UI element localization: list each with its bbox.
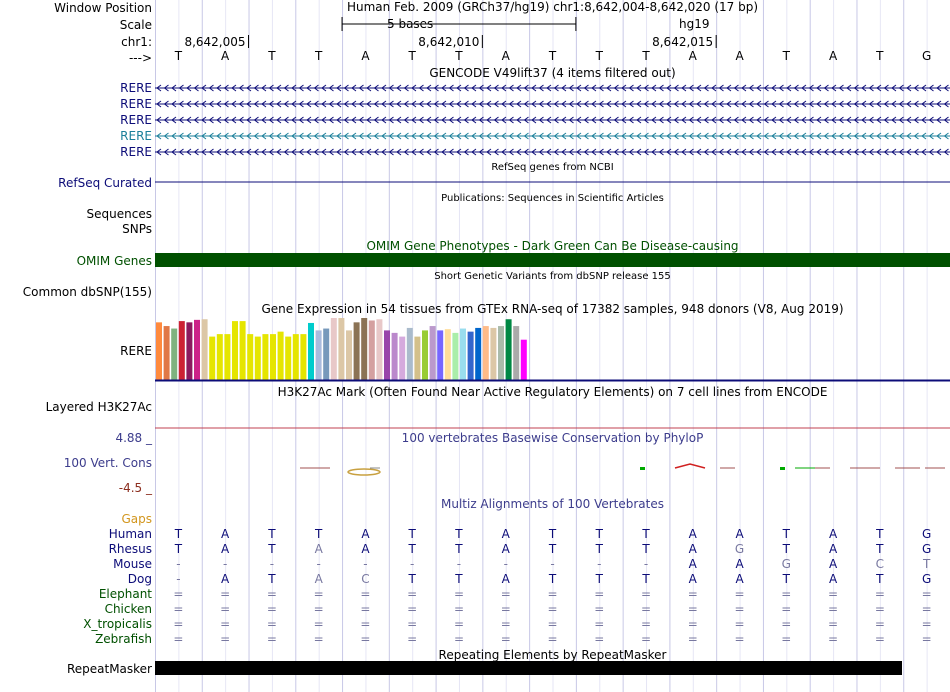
alignment-base: = [173,617,184,631]
alignment-base: = [360,632,371,646]
alignment-base: = [407,617,418,631]
strand-label: ---> [128,51,152,65]
alignment-base: = [734,602,745,616]
alignment-base: A [361,527,370,541]
alignment-base: A [501,542,510,556]
alignment-base: = [781,602,792,616]
alignment-base: - [503,557,508,571]
alignment-base: A [221,572,230,586]
alignment-base: A [314,572,323,586]
alignment-base: T [642,542,650,556]
alignment-base: = [173,602,184,616]
phylop-ymin-label: -4.5 _ [118,481,152,495]
alignment-base: = [828,602,839,616]
alignment-base: G [734,542,745,556]
alignment-base: T [408,527,416,541]
alignment-base: = [220,587,231,601]
alignment-base: T [548,542,557,556]
alignment-base: A [221,527,230,541]
repeatmasker-track-label[interactable]: RepeatMasker [66,662,152,676]
alignment-base: = [687,632,698,646]
alignment-base: A [735,527,744,541]
alignment-base: T [408,572,416,586]
gtex-track-label[interactable]: RERE [120,344,152,358]
alignment-base: = [781,617,792,631]
alignment-base: = [874,602,885,616]
assembly-label: hg19 [679,17,710,31]
coordinate-label: 8,642,010 [418,35,480,49]
alignment-base: = [921,602,932,616]
alignment-base: = [874,617,885,631]
alignment-base: = [266,602,277,616]
alignment-base: = [687,602,698,616]
alignment-base: = [220,617,231,631]
omim-track-label[interactable]: OMIM Genes [76,254,152,268]
alignment-base: - [363,557,368,571]
reference-base: T [548,49,557,63]
alignment-base: A [735,572,744,586]
publications-track-title: Publications: Sequences in Scientific Articles [441,193,664,204]
alignment-base: = [874,587,885,601]
alignment-base: T [595,572,603,586]
publications-track-label: Sequences [86,207,152,221]
alignment-base: - [176,572,181,586]
alignment-base: T [782,572,790,586]
alignment-base: T [315,527,323,541]
alignment-base: - [550,557,555,571]
coordinate-label: 8,642,015 [652,35,714,49]
alignment-base: T [876,542,884,556]
alignment-base: C [361,572,370,586]
gencode-item-label[interactable]: RERE [120,97,152,111]
alignment-base: = [313,602,324,616]
alignment-base: T [642,527,650,541]
alignment-base: = [500,602,511,616]
alignment-base: = [407,587,418,601]
alignment-base: = [313,587,324,601]
reference-base: T [782,49,790,63]
alignment-base: = [594,602,605,616]
alignment-base: = [453,617,464,631]
gencode-item-label[interactable]: RERE [120,145,152,159]
species-label-x_tropicalis[interactable]: X_tropicalis [83,617,152,631]
alignment-base: A [314,542,323,556]
h3k27ac-track-title: H3K27Ac Mark (Often Found Near Active Regulatory Elements) on 7 cell lines from ENCODE [277,385,828,399]
alignment-base: A [688,542,697,556]
alignment-base: = [874,632,885,646]
alignment-base: A [828,542,838,556]
alignment-base: T [782,542,790,556]
alignment-base: = [360,602,371,616]
alignment-base: = [500,632,511,646]
alignment-base: T [876,527,884,541]
alignment-base: = [781,587,792,601]
reference-base: T [642,49,650,63]
alignment-base: = [407,632,418,646]
species-label-chicken[interactable]: Chicken [104,602,152,616]
alignment-base: = [594,587,605,601]
alignment-base: A [828,527,838,541]
alignment-base: T [876,572,884,586]
refseq-track-title: RefSeq genes from NCBI [491,162,614,173]
alignment-base: - [643,557,649,571]
reference-base: T [315,49,323,63]
alignment-base: T [642,572,650,586]
alignment-base: = [173,587,184,601]
phylop-ymax-label: 4.88 _ [115,431,152,445]
repeatmasker-track-title: Repeating Elements by RepeatMasker [438,648,667,662]
alignment-base: = [921,617,932,631]
h3k27ac-track-label[interactable]: Layered H3K27Ac [45,400,152,414]
alignment-base: G [921,527,932,541]
alignment-base: T [174,542,183,556]
species-label-dog[interactable]: Dog [127,572,152,586]
alignment-base: - [410,557,415,571]
alignment-base: T [455,527,463,541]
alignment-base: A [828,557,838,571]
alignment-base: C [875,557,885,571]
alignment-base: A [501,572,510,586]
alignment-base: = [640,632,652,646]
alignment-base: = [220,632,231,646]
alignment-base: T [455,542,463,556]
alignment-base: T [455,572,463,586]
alignment-base: = [640,587,652,601]
scale-text: 5 bases [387,17,434,31]
alignment-base: = [266,632,277,646]
reference-base: A [361,49,370,63]
alignment-base: - [222,557,228,571]
alignment-base: T [595,542,603,556]
alignment-base: T [174,527,183,541]
alignment-base: = [547,587,558,601]
alignment-base: A [688,572,697,586]
phylop-track-label[interactable]: 100 Vert. Cons [63,456,152,470]
alignment-base: T [548,527,557,541]
snps-track-label: SNPs [122,222,152,236]
gencode-item-label[interactable]: RERE [120,129,152,143]
dbsnp-track-label: Common dbSNP(155) [22,285,152,299]
alignment-base: = [594,632,605,646]
reference-base: T [268,49,276,63]
alignment-base: - [456,557,462,571]
alignment-base: = [687,617,698,631]
window-position-label: Window Position [54,1,152,15]
alignment-base: A [828,572,838,586]
omim-track-title: OMIM Gene Phenotypes - Dark Green Can Be Disease-causing [366,239,739,253]
alignment-base: T [922,557,931,571]
alignment-base: = [828,617,839,631]
alignment-base: T [548,572,557,586]
alignment-base: = [407,602,418,616]
gencode-item-label[interactable]: RERE [120,81,152,95]
alignment-base: = [266,617,277,631]
reference-base: G [921,49,932,63]
alignment-base: = [594,617,605,631]
alignment-base: = [313,617,324,631]
reference-base: A [501,49,510,63]
alignment-base: = [828,632,839,646]
reference-base: A [221,49,230,63]
reference-base: A [828,49,838,63]
alignment-base: = [640,602,652,616]
scale-label: Scale [119,18,152,32]
reference-base: T [174,49,183,63]
alignment-base: A [688,557,697,571]
alignment-base: T [268,542,276,556]
species-label-rhesus[interactable]: Rhesus [108,542,152,556]
alignment-base: = [453,587,464,601]
alignment-base: = [640,617,652,631]
alignment-base: = [734,587,745,601]
alignment-base: = [547,632,558,646]
alignment-base: = [921,632,932,646]
alignment-base: = [500,617,511,631]
refseq-track-label[interactable]: RefSeq Curated [58,176,152,190]
reference-base: T [455,49,463,63]
alignment-base: G [921,542,932,556]
alignment-base: = [453,602,464,616]
multiz-track-title: Multiz Alignments of 100 Vertebrates [440,497,665,511]
position-title: Human Feb. 2009 (GRCh37/hg19) chr1:8,642,004-8,642,020 (17 bp) [346,0,759,14]
alignment-base: = [828,587,839,601]
alignment-base: G [781,557,791,571]
alignment-base: = [313,632,324,646]
alignment-base: G [921,572,932,586]
alignment-base: = [173,632,184,646]
alignment-base: - [269,557,275,571]
reference-base: T [408,49,416,63]
multiz-gaps-label: Gaps [121,512,152,526]
species-label-zebrafish[interactable]: Zebrafish [95,632,152,646]
alignment-base: - [176,557,181,571]
gtex-track-title: Gene Expression in 54 tissues from GTEx RNA-seq of 17382 samples, 948 donors (V8, Aug 2019) [261,302,844,316]
alignment-base: = [360,617,371,631]
reference-base: T [595,49,603,63]
alignment-base: A [688,527,697,541]
species-label-elephant[interactable]: Elephant [98,587,152,601]
alignment-base: = [921,587,932,601]
alignment-base: A [221,542,230,556]
coordinate-label: 8,642,005 [184,35,246,49]
alignment-base: = [547,602,558,616]
reference-base: A [735,49,744,63]
alignment-base: = [734,632,745,646]
alignment-base: T [268,527,276,541]
gencode-item-label[interactable]: RERE [120,113,152,127]
alignment-base: = [734,617,745,631]
alignment-base: = [781,632,792,646]
phylop-track-title: 100 vertebrates Basewise Conservation by PhyloP [401,431,704,445]
alignment-base: T [408,542,416,556]
reference-base: A [688,49,697,63]
chromosome-label: chr1: [121,35,152,49]
reference-base: T [876,49,884,63]
alignment-base: T [268,572,276,586]
alignment-base: = [547,617,558,631]
alignment-base: = [453,632,464,646]
alignment-base: = [220,602,231,616]
dbsnp-track-title: Short Genetic Variants from dbSNP release 155 [434,271,671,282]
alignment-base: - [316,557,321,571]
alignment-base: = [687,587,698,601]
alignment-base: - [597,557,602,571]
alignment-base: A [735,557,744,571]
gencode-track-title: GENCODE V49lift37 (4 items filtered out) [429,66,676,80]
species-label-mouse[interactable]: Mouse [113,557,152,571]
alignment-base: T [782,527,790,541]
alignment-base: T [595,527,603,541]
alignment-base: A [361,542,370,556]
alignment-base: = [360,587,371,601]
alignment-base: = [266,587,277,601]
alignment-base: A [501,527,510,541]
alignment-base: = [500,587,511,601]
species-label-human[interactable]: Human [108,527,152,541]
